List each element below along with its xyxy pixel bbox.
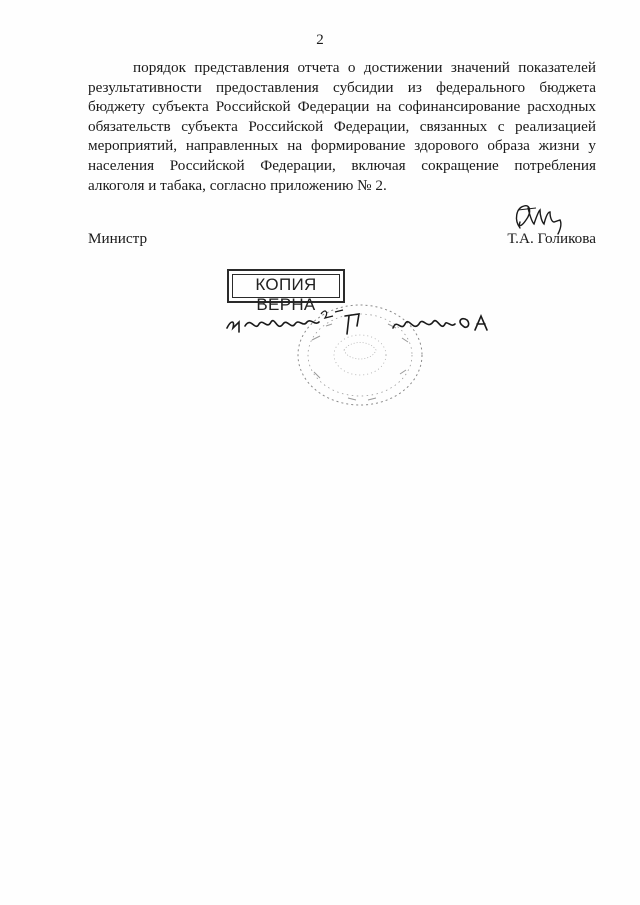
body-line: порядок представления отчета о достижении значений показателей	[133, 59, 596, 76]
body-line: мероприятий, направленных на формирование здорового образа жизни у	[88, 137, 596, 155]
handwritten-note-icon	[225, 302, 490, 336]
body-paragraph	[88, 58, 596, 195]
body-line: алкоголя и табака, согласно приложению № 2.	[88, 176, 387, 194]
stamp-text: КОПИЯ ВЕРНА	[255, 275, 317, 314]
body-line: обязательств субъекта Российской Федерации, связанных с реализацией	[88, 117, 596, 135]
signature-block	[88, 230, 596, 254]
signatory-name: Т.А. Голикова	[507, 230, 596, 247]
body-line: результативности предоставления субсидии из федерального бюджета	[88, 78, 596, 96]
body-line: населения Российской Федерации, включая сокращение потребления	[88, 156, 596, 174]
page-number: 2	[316, 32, 324, 48]
signatory-position: Министр	[88, 230, 148, 247]
body-line: бюджету субъекта Российской Федерации на софинансирование расходных	[88, 98, 596, 116]
